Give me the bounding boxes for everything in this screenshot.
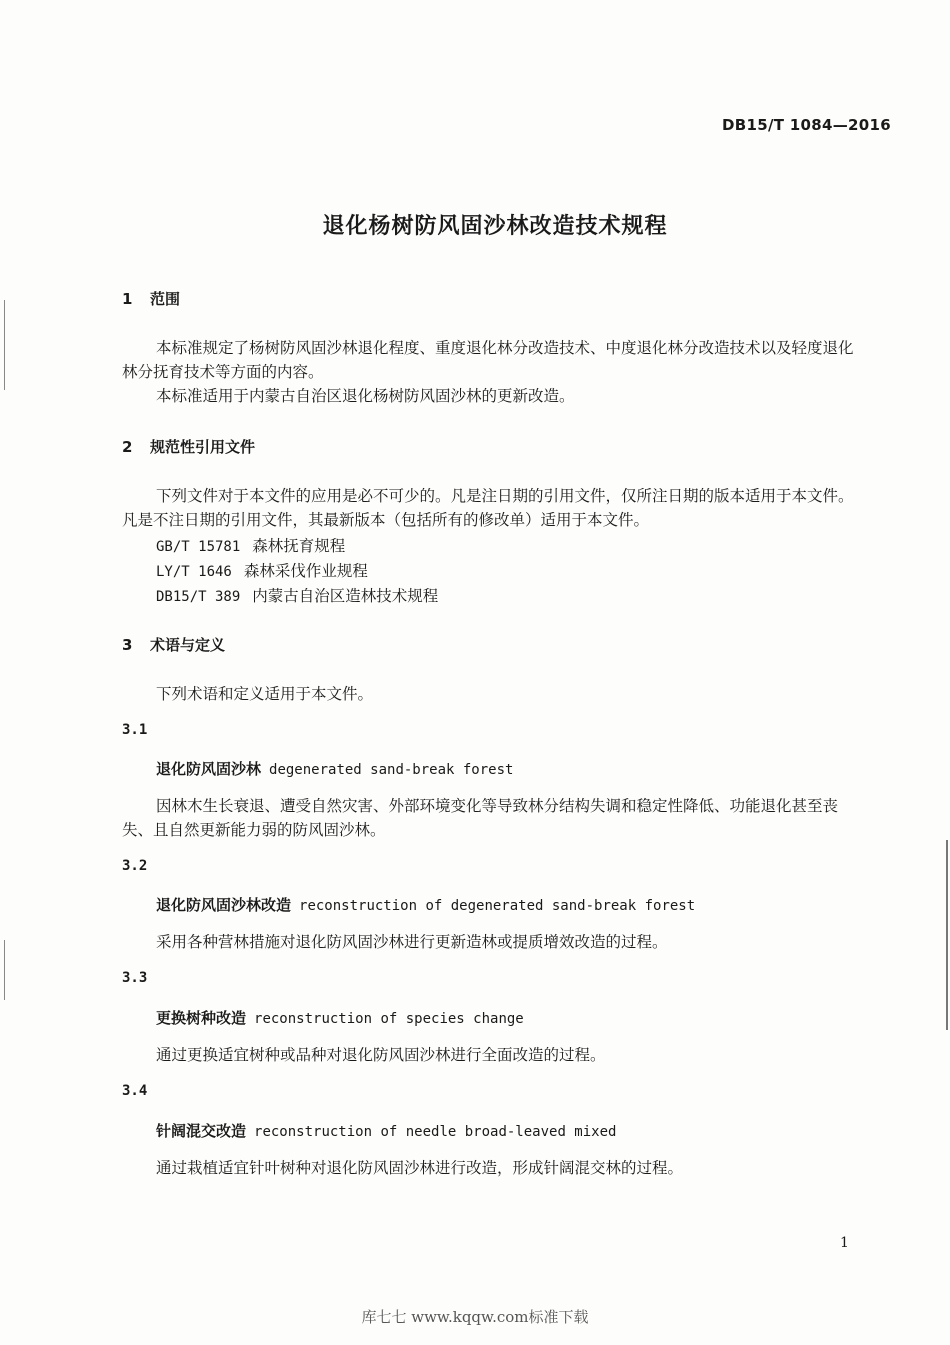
term-heading <box>156 758 513 779</box>
term-en: reconstruction of species change <box>254 1011 524 1027</box>
standard-code: DB15/T 1084—2016 <box>722 116 891 134</box>
term-heading <box>156 894 695 915</box>
term-number: 3.1 <box>122 722 148 738</box>
section-number: 2 <box>122 438 133 456</box>
section-title: 术语与定义 <box>150 636 226 654</box>
section-title: 规范性引用文件 <box>150 438 256 456</box>
term-en: degenerated sand-break forest <box>269 762 514 778</box>
reference-item <box>156 584 438 606</box>
term-definition: 通过更换适宜树种或品种对退化防风固沙林进行全面改造的过程。 <box>156 1046 606 1064</box>
reference-item <box>156 534 345 556</box>
reference-item <box>156 559 368 581</box>
term-number: 3.3 <box>122 970 148 986</box>
term-en: reconstruction of needle broad-leaved mixed <box>254 1124 617 1140</box>
section-3-heading <box>122 634 225 655</box>
reference-name: 森林抚育规程 <box>252 537 346 555</box>
reference-name: 内蒙古自治区造林技术规程 <box>252 587 439 605</box>
term-number: 3.2 <box>122 858 148 874</box>
term-definition: 采用各种营林措施对退化防风固沙林进行更新造林或提质增效改造的过程。 <box>156 933 668 951</box>
section-2-heading <box>122 436 255 457</box>
scan-edge-mark <box>4 300 5 390</box>
term-definition: 因林木生长衰退、遭受自然灾害、外部环境变化等导致林分结构失调和稳定性降低、功能退化甚至丧失、且自然更新能力弱的防风固沙林。 <box>122 797 839 839</box>
reference-code: LY/T 1646 <box>156 564 232 580</box>
reference-code: GB/T 15781 <box>156 539 241 555</box>
term-number: 3.4 <box>122 1083 148 1099</box>
section-1-paragraph-1: 本标准规定了杨树防风固沙林退化程度、重度退化林分改造技术、中度退化林分改造技术以及轻度退化林分抚育技术等方面的内容。 <box>122 339 854 381</box>
section-3-intro: 下列术语和定义适用于本文件。 <box>156 685 374 703</box>
reference-name: 森林采伐作业规程 <box>243 562 368 580</box>
watermark: 库七七 www.kqqw.com标准下载 <box>361 1308 589 1326</box>
page-number: 1 <box>840 1235 849 1251</box>
term-definition: 通过栽植适宜针叶树种对退化防风固沙林进行改造，形成针阔混交林的过程。 <box>156 1159 684 1177</box>
term-heading <box>156 1120 616 1141</box>
section-title: 范围 <box>150 290 181 308</box>
scan-edge-mark <box>946 840 948 1030</box>
scan-edge-mark <box>4 940 5 1000</box>
section-number: 3 <box>122 636 133 654</box>
term-zh: 退化防风固沙林改造 <box>156 896 292 914</box>
document-title: 退化杨树防风固沙林改造技术规程 <box>322 214 668 239</box>
term-en: reconstruction of degenerated sand-break forest <box>299 898 696 914</box>
term-heading <box>156 1007 524 1028</box>
section-2-paragraph-1: 下列文件对于本文件的应用是必不可少的。凡是注日期的引用文件，仅所注日期的版本适用于本文件。凡是不注日期的引用文件，其最新版本（包括所有的修改单）适用于本文件。 <box>122 487 854 529</box>
reference-code: DB15/T 389 <box>156 589 241 605</box>
section-1-paragraph-2: 本标准适用于内蒙古自治区退化杨树防风固沙林的更新改造。 <box>156 387 575 405</box>
term-zh: 更换树种改造 <box>156 1009 247 1027</box>
term-zh: 退化防风固沙林 <box>156 760 262 778</box>
term-zh: 针阔混交改造 <box>156 1122 247 1140</box>
section-1-heading <box>122 288 180 309</box>
section-number: 1 <box>122 290 133 308</box>
